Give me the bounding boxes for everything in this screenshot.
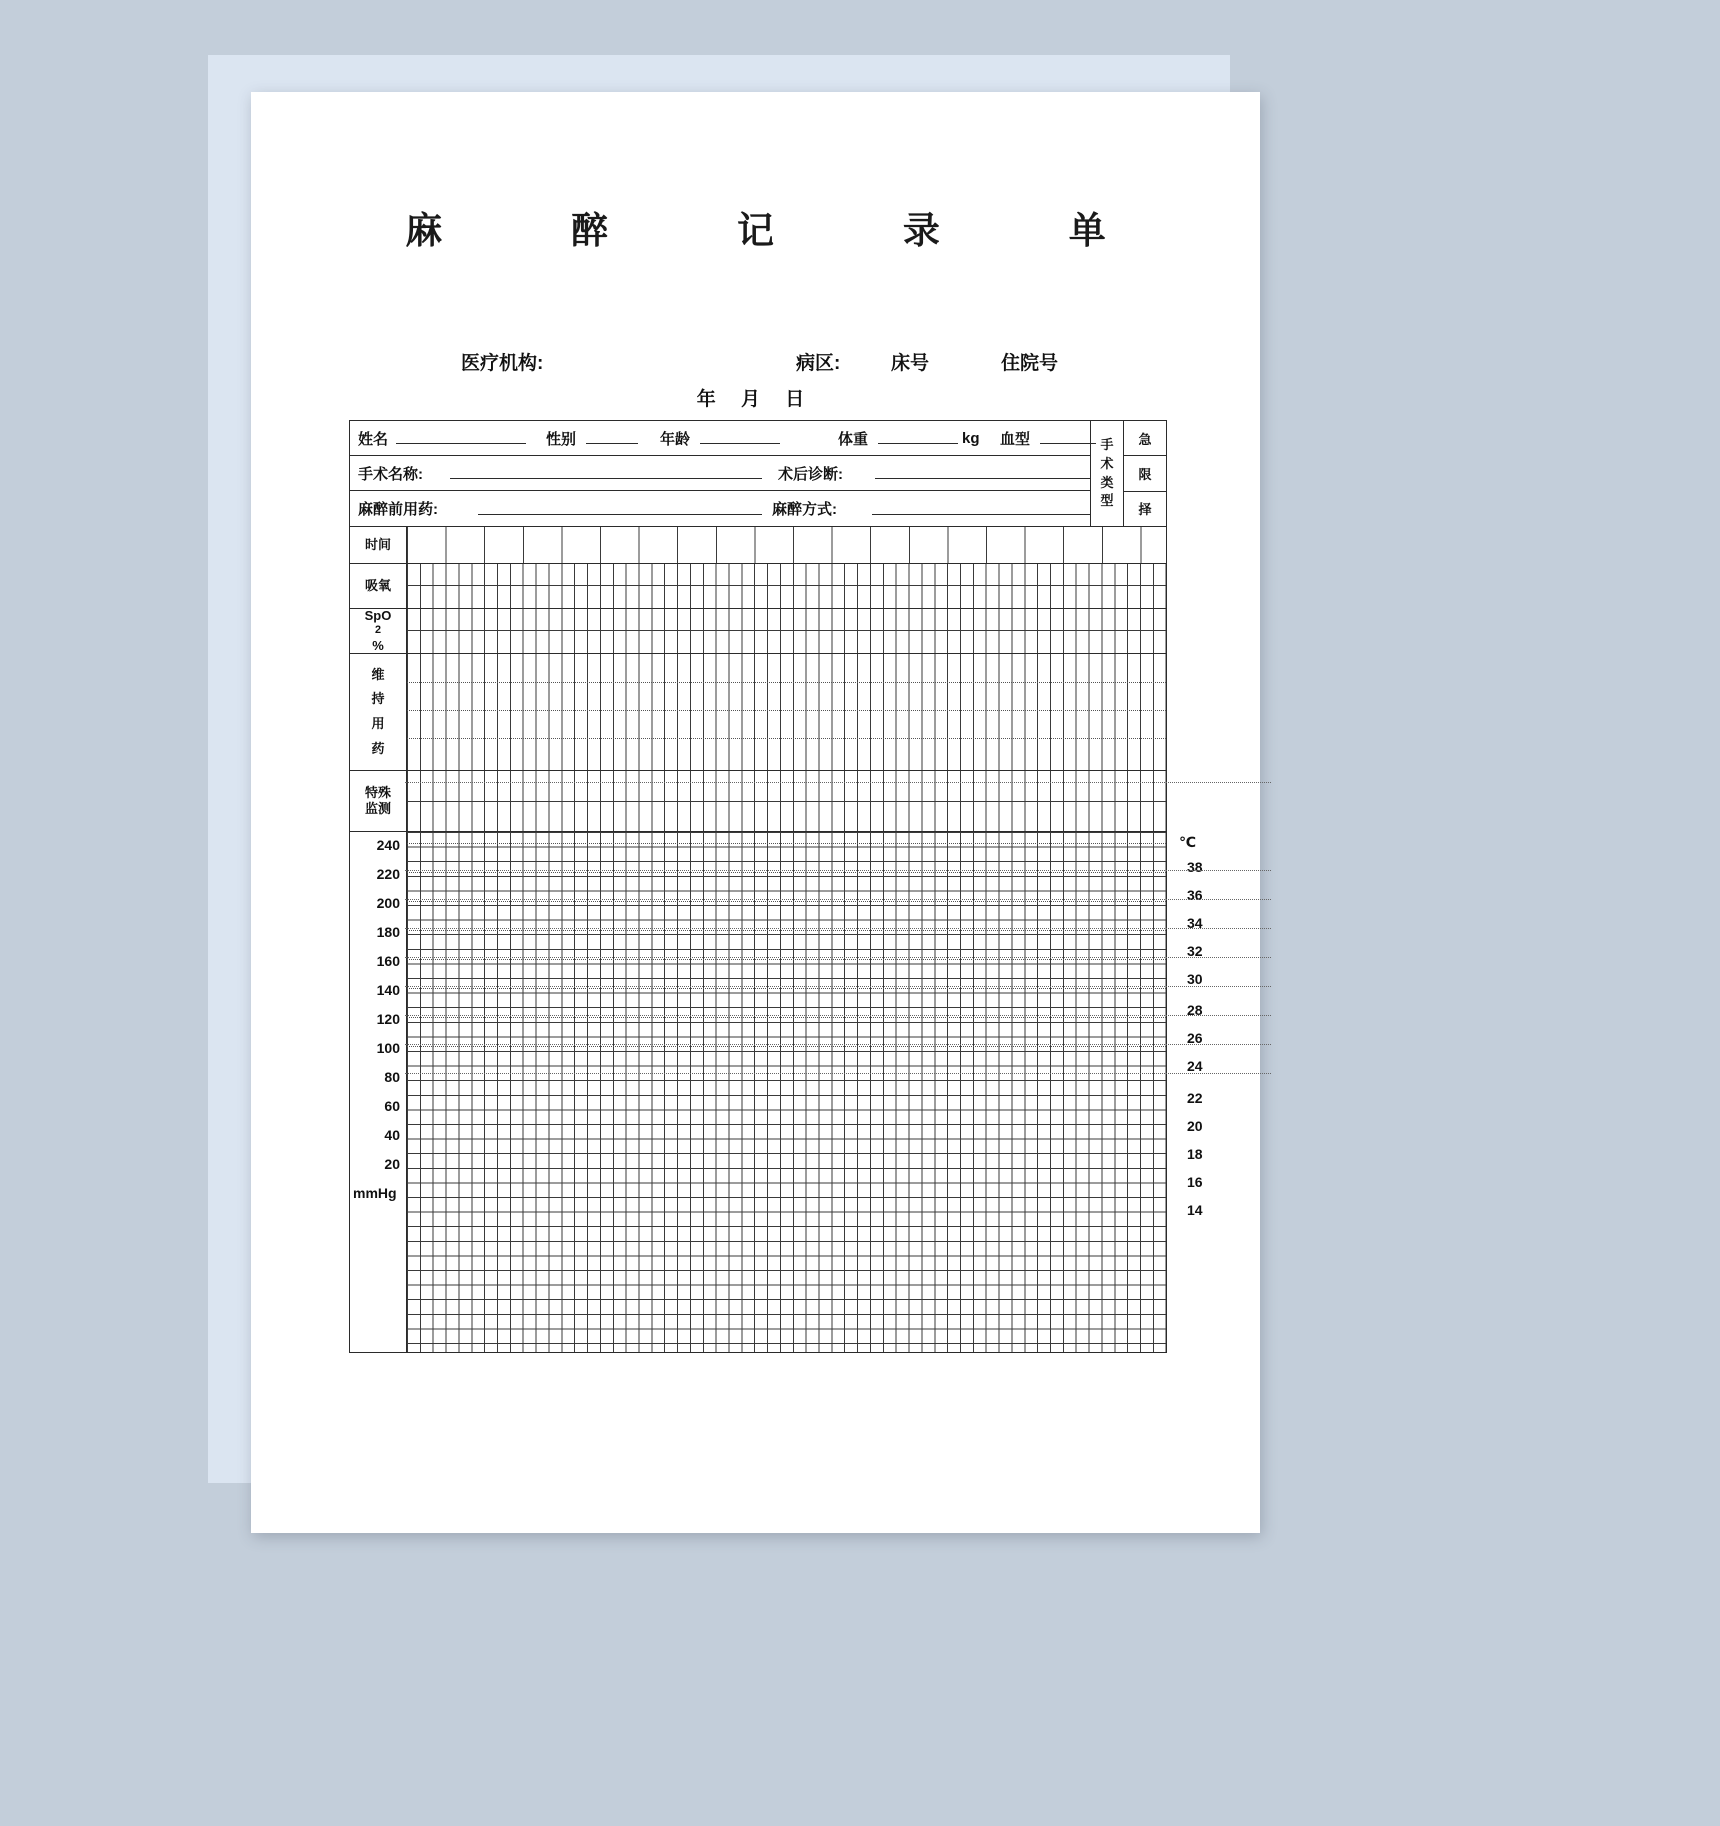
vitals-chart-grid[interactable] bbox=[407, 832, 1166, 1352]
pressure-tick-40: 40 bbox=[384, 1127, 400, 1143]
post-diagnosis-input[interactable] bbox=[875, 463, 1090, 479]
surgery-type-option-elective[interactable]: 择 bbox=[1138, 502, 1152, 518]
pressure-tick-240: 240 bbox=[376, 837, 400, 853]
form-header-fields bbox=[350, 421, 1091, 526]
gender-input[interactable] bbox=[586, 428, 638, 444]
temperature-unit: ℃ bbox=[1179, 834, 1196, 850]
surgery-type-option-emergency[interactable]: 急 bbox=[1124, 421, 1166, 456]
anesthesia-method-label: 麻醉方式: bbox=[772, 501, 837, 518]
special-monitoring-line-2: 监测 bbox=[364, 801, 391, 816]
pressure-tick-140: 140 bbox=[376, 982, 400, 998]
band-time-grid[interactable] bbox=[407, 527, 1166, 563]
age-input[interactable] bbox=[700, 428, 780, 444]
temperature-tick-18: 18 bbox=[1187, 1146, 1203, 1162]
inpatient-number-label: 住院号 bbox=[1001, 353, 1059, 374]
guide-line-1 bbox=[405, 782, 1271, 783]
guide-line-5 bbox=[405, 957, 1271, 958]
pressure-tick-180: 180 bbox=[376, 924, 400, 940]
temperature-tick-36: 36 bbox=[1187, 887, 1203, 903]
band-spo2-grid[interactable] bbox=[407, 609, 1166, 653]
guide-line-4 bbox=[405, 928, 1271, 929]
guide-line-8 bbox=[405, 1044, 1271, 1045]
premedication-input[interactable] bbox=[478, 499, 762, 515]
surgery-type-char-2: 术 bbox=[1100, 455, 1114, 471]
surgery-type-char-4: 型 bbox=[1100, 493, 1114, 509]
temperature-tick-16: 16 bbox=[1187, 1174, 1203, 1190]
vitals-chart bbox=[350, 831, 1166, 1352]
guide-line-9 bbox=[405, 1073, 1271, 1074]
temperature-tick-30: 30 bbox=[1187, 971, 1203, 987]
anesthesia-method-input[interactable] bbox=[872, 499, 1090, 515]
guide-line-3 bbox=[405, 899, 1271, 900]
band-oxygen bbox=[350, 563, 1166, 608]
blood-type-label: 血型 bbox=[1000, 430, 1031, 448]
guide-line-7 bbox=[405, 1015, 1271, 1016]
ward-label: 病区: bbox=[796, 353, 841, 374]
pressure-unit: mmHg bbox=[353, 1185, 397, 1201]
anesthesia-row bbox=[350, 491, 1090, 526]
band-special-monitoring bbox=[350, 770, 1166, 831]
weight-label: 体重 bbox=[838, 430, 869, 448]
guide-line-2 bbox=[405, 870, 1271, 871]
band-time-label: 时间 bbox=[350, 527, 407, 563]
temperature-tick-32: 32 bbox=[1187, 943, 1203, 959]
operation-name-input[interactable] bbox=[450, 463, 762, 479]
name-label: 姓名 bbox=[358, 430, 389, 448]
pressure-tick-80: 80 bbox=[384, 1069, 400, 1085]
maintenance-char-2: 持 bbox=[371, 691, 385, 707]
temperature-tick-28: 28 bbox=[1187, 1002, 1203, 1018]
pressure-tick-120: 120 bbox=[376, 1011, 400, 1027]
special-monitoring-line-1: 特殊 bbox=[364, 784, 391, 800]
pressure-tick-200: 200 bbox=[376, 895, 400, 911]
surgery-type-option-limited[interactable]: 限 bbox=[1124, 456, 1166, 491]
temperature-tick-22: 22 bbox=[1187, 1090, 1203, 1106]
band-spo2 bbox=[350, 608, 1166, 653]
band-oxygen-label: 吸氧 bbox=[350, 564, 407, 608]
pressure-tick-160: 160 bbox=[376, 953, 400, 969]
post-diagnosis-label: 术后诊断: bbox=[778, 465, 843, 483]
temperature-tick-24: 24 bbox=[1187, 1058, 1203, 1074]
band-time bbox=[350, 526, 1166, 563]
maintenance-char-1: 维 bbox=[371, 666, 385, 682]
weight-unit: kg bbox=[962, 429, 980, 447]
temperature-tick-14: 14 bbox=[1187, 1202, 1203, 1218]
maintenance-char-3: 用 bbox=[371, 716, 385, 731]
surgery-type-char-3: 类 bbox=[1100, 474, 1114, 490]
band-maintenance-drug-label bbox=[350, 654, 407, 770]
premedication-label: 麻醉前用药: bbox=[358, 501, 438, 518]
guide-line-6 bbox=[405, 986, 1271, 987]
patient-row bbox=[350, 421, 1090, 456]
organization-label: 医疗机构: bbox=[461, 353, 544, 374]
band-oxygen-grid[interactable] bbox=[407, 564, 1166, 608]
age-label: 年龄 bbox=[660, 430, 691, 448]
pressure-tick-20: 20 bbox=[384, 1156, 400, 1172]
temperature-tick-34: 34 bbox=[1187, 915, 1203, 931]
surgery-type-char-1: 手 bbox=[1100, 436, 1114, 452]
date-label: 年 月 日 bbox=[696, 389, 815, 410]
anesthesia-record-form bbox=[349, 420, 1167, 1353]
name-input[interactable] bbox=[396, 428, 526, 444]
page-title: 麻 醉 记 录 单 bbox=[405, 209, 1164, 252]
surgery-type-options bbox=[1124, 421, 1166, 526]
operation-name-label: 手术名称: bbox=[358, 465, 423, 483]
form-header-block bbox=[350, 421, 1166, 526]
temperature-tick-38: 38 bbox=[1187, 859, 1203, 875]
pressure-tick-60: 60 bbox=[384, 1098, 400, 1114]
document-page bbox=[251, 92, 1260, 1533]
band-special-monitoring-label bbox=[350, 771, 407, 831]
temperature-tick-26: 26 bbox=[1187, 1030, 1203, 1046]
band-maintenance-drug bbox=[350, 653, 1166, 770]
pressure-scale bbox=[350, 832, 407, 1352]
maintenance-char-4: 药 bbox=[371, 740, 385, 756]
blood-type-input[interactable] bbox=[1040, 428, 1096, 444]
pressure-tick-220: 220 bbox=[376, 866, 400, 882]
band-maintenance-drug-grid[interactable] bbox=[407, 654, 1166, 770]
band-spo2-label: SpO 2 % bbox=[350, 609, 407, 653]
bed-number-label: 床号 bbox=[891, 353, 930, 374]
surgery-row bbox=[350, 456, 1090, 491]
temperature-tick-20: 20 bbox=[1187, 1118, 1203, 1134]
gender-label: 性别 bbox=[546, 430, 577, 448]
weight-input[interactable] bbox=[878, 428, 958, 444]
band-special-monitoring-grid[interactable] bbox=[407, 771, 1166, 831]
pressure-tick-100: 100 bbox=[376, 1040, 400, 1056]
